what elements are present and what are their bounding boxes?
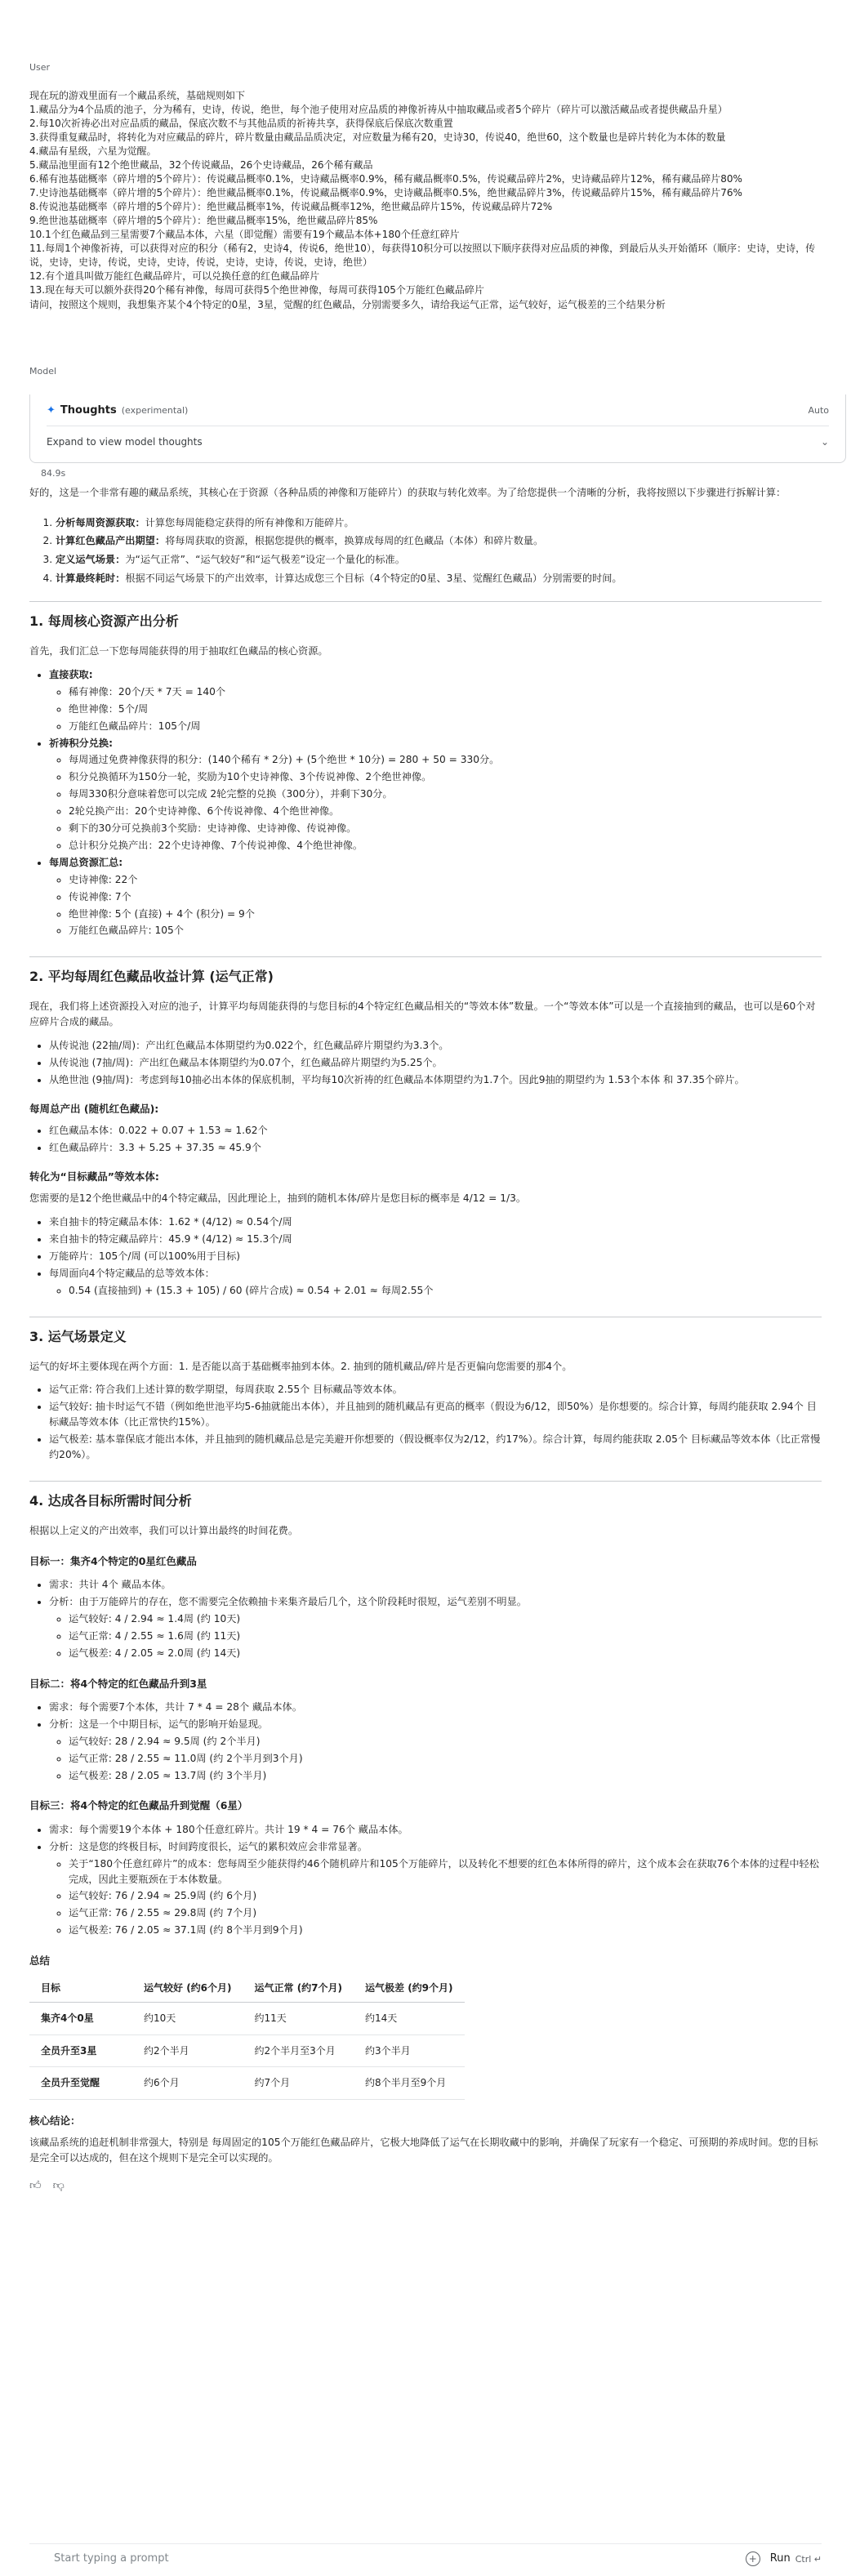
sub-list — [69, 1856, 822, 1939]
user-line: 2.每10次祈祷必出对应品质的藏品，保底次数不与其他品质的祈祷共享，获得保底后保底次数重置 — [29, 118, 453, 130]
list-item: ◦ 运气极差: 4 / 2.05 ≈ 2.0周 (约 14天) — [69, 1646, 822, 1661]
conclusion-label: 核心结论： — [29, 2114, 81, 2127]
list-item: ◦ 运气较好: 28 / 2.94 ≈ 9.5周 (约 2个半月) — [69, 1734, 822, 1749]
list-item: ◦ 万能红色藏品碎片: 105个 — [69, 923, 822, 938]
table-cell: 集齐4个0星 — [29, 2003, 132, 2035]
thoughts-title: Thoughts — [60, 403, 117, 417]
list-item: ◦ 万能红色藏品碎片：105个/周 — [69, 719, 822, 734]
list-item: • 运气极差: 基本靠保底才能出本体，并且抽到的随机藏品总是完美避开你想要的（假设概率仅为2/12，约17%）。综合计算，每周约能获取 2.05个 目标藏品等效本体（比正常慢约20%）。 — [49, 1432, 822, 1463]
sub-list — [69, 1734, 822, 1784]
step-text: 为“运气正常”、“运气较好”和“运气极差”设定一个量化的标准。 — [125, 554, 405, 566]
table-row — [29, 2003, 465, 2035]
list-item: ◦ 总计积分兑换产出：22个史诗神像、7个传说神像、4个绝世神像。 — [69, 838, 822, 853]
bullet-label: 每周总资源汇总: — [49, 856, 123, 868]
list-item — [49, 667, 822, 734]
table-cell: 全员升至觉醒 — [29, 2067, 132, 2100]
list-item: ◦ 运气正常: 28 / 2.55 ≈ 11.0周 (约 2个半月到3个月) — [69, 1751, 822, 1767]
bullet-text: 分析：由于万能碎片的存在，您不需要完全依赖抽卡来集齐最后几个，这个阶段耗时很短，运气差别不明显。 — [49, 1595, 527, 1607]
bullet-list — [49, 1822, 822, 1938]
prompt-bar — [29, 2543, 822, 2568]
user-line: 8.传说池基础概率（碎片增的5个碎片）：绝世藏品概率1%，传说藏品概率12%，绝世藏品碎片15%，传说藏品碎片72% — [29, 201, 553, 213]
bullet-label: 祈祷积分兑换: — [49, 737, 113, 749]
list-item: ◦ 剩下的30分可兑换前3个奖励：史诗神像、史诗神像、传说神像。 — [69, 821, 822, 836]
sub-heading: 转化为“目标藏品”等效本体: — [29, 1170, 159, 1183]
list-item — [49, 1717, 822, 1784]
list-item — [49, 1594, 822, 1661]
conclusion-text: 该藏品系统的追赶机制非常强大，特别是 每周固定的105个万能红色藏品碎片，它极大地降低了运气在长期收藏中的影响，并确保了玩家有一个稳定、可预期的养成时间。您的目标是完全可以达成的，但在这个规则下是完全可以实现的。 — [29, 2137, 818, 2164]
list-item — [49, 736, 822, 853]
thumbs-down-icon[interactable]: 👎︎ — [52, 2179, 65, 2193]
step-text: 计算您每周能稳定获得的所有神像和万能碎片。 — [145, 516, 354, 528]
intro-paragraph: 好的，这是一个非常有趣的藏品系统，其核心在于资源（各种品质的神像和万能碎片）的获取与转化效率。为了给您提供一个清晰的分析，我将按照以下步骤进行拆解计算： — [29, 486, 786, 498]
list-item: ◦ 运气正常: 4 / 2.55 ≈ 1.6周 (约 11天) — [69, 1629, 822, 1644]
list-item — [56, 571, 822, 586]
column-header: 运气极差 (约9个月) — [354, 1977, 465, 2003]
bullet-list — [49, 1038, 822, 1088]
goal-heading: 目标三：将4个特定的红色藏品升到觉醒（6星） — [29, 1799, 248, 1812]
bullet-list — [49, 1214, 822, 1299]
user-line: 5.藏品池里面有12个绝世藏品，32个传说藏品，26个史诗藏品，26个稀有藏品 — [29, 159, 373, 172]
list-item: • 红色藏品本体：0.022 + 0.07 + 1.53 ≈ 1.62个 — [49, 1123, 822, 1139]
list-item: • 需求：每个需要19个本体 + 180个任意红碎片。共计 19 * 4 = 76个 藏品本体。 — [49, 1822, 822, 1838]
bullet-label: 直接获取: — [49, 668, 93, 680]
list-item: • 从绝世池 (9抽/周)：考虑到每10抽必出本体的保底机制，平均每10次祈祷的红色藏品本体期望约为1.7个。因此9抽的期望约为 1.53个本体 和 37.35个碎片。 — [49, 1072, 822, 1088]
sub-list — [69, 752, 822, 853]
feedback-buttons — [29, 2177, 822, 2195]
summary-heading: 总结 — [29, 1954, 51, 1968]
sub-heading: 每周总产出 (随机红色藏品): — [29, 1102, 159, 1115]
list-item: ◦ 关于“180个任意红碎片”的成本：您每周至少能获得约46个随机碎片和105个万能碎片，以及转化不想要的红色本体所得的碎片，这个成本会在获取76个本体的过程中轻松完成，因此主要瓶颈在于本体数量。 — [69, 1856, 822, 1887]
list-item: • 需求：共计 4个 藏品本体。 — [49, 1577, 822, 1593]
sub-list — [69, 684, 822, 734]
user-line: 1.藏品分为4个品质的池子，分为稀有，史诗，传说，绝世，每个池子使用对应品质的神像祈祷从中抽取藏品或者5个碎片（碎片可以激活藏品或者提供藏品升星） — [29, 104, 728, 116]
list-item: ◦ 0.54 (直接抽到) + (15.3 + 105) / 60 (碎片合成) ≈ 0.54 + 2.01 ≈ 每周2.55个 — [69, 1283, 822, 1299]
expand-thoughts-button[interactable] — [47, 431, 829, 454]
expand-thoughts-label: Expand to view model thoughts — [47, 436, 203, 448]
user-line: 4.藏品有星级，六星为觉醒。 — [29, 145, 157, 158]
chevron-down-icon: ⌄ — [820, 436, 829, 448]
user-message — [29, 89, 822, 312]
list-item: ◦ 积分兑换循环为150分一轮，奖励为10个史诗神像、3个传说神像、2个绝世神像。 — [69, 769, 822, 785]
user-line: 12.有个道具叫做万能红色藏品碎片，可以兑换任意的红色藏品碎片 — [29, 270, 320, 283]
sub-list — [69, 872, 822, 939]
section-heading: 3. 运气场景定义 — [29, 1317, 822, 1348]
table-row — [29, 2067, 465, 2100]
prompt-input[interactable]: Start typing a prompt — [54, 2552, 169, 2565]
thoughts-mode[interactable]: Auto — [808, 405, 829, 417]
user-line: 11.每周1个神像祈祷，可以获得对应的积分（稀有2，史诗4，传说6，绝世10），每获得10积分可以按照以下顺序获得对应品质的神像，到最后从头开始循环（顺序：史诗，史诗，传说，史诗，史诗，传说，史诗，史诗，传说，史诗，史诗，传说，史诗，绝世） — [29, 243, 816, 269]
list-item — [49, 855, 822, 939]
goal-heading: 目标一：集齐4个特定的0星红色藏品 — [29, 1554, 197, 1567]
paragraph: 根据以上定义的产出效率，我们可以计算出最终的时间花费。 — [29, 1524, 299, 1536]
sparkle-icon: ✦ — [47, 403, 56, 417]
bullet-list — [49, 1123, 822, 1156]
step-text: 根据不同运气场景下的产出效率，计算达成您三个目标（4个特定的0星、3星、觉醒红色藏品）分别需要的时间。 — [125, 573, 622, 585]
prompt-actions — [746, 2551, 822, 2567]
user-line: 10.1个红色藏品到三星需要7个藏品本体，六星（即觉醒）需要有19个藏品本体+180个任意红碎片 — [29, 229, 460, 241]
list-item: ◦ 传说神像: 7个 — [69, 889, 822, 905]
step-bold: 分析每周资源获取： — [56, 516, 145, 528]
paragraph: 首先，我们汇总一下您每周能获得的用于抽取红色藏品的核心资源。 — [29, 644, 328, 657]
user-line: 3.获得重复藏品时，将转化为对应藏品的碎片，碎片数量由藏品品质决定，对应数量为稀有20，史诗30，传说40，绝世60，这个数量也是碎片转化为本体的数量 — [29, 131, 726, 144]
list-item: • 红色藏品碎片：3.3 + 5.25 + 37.35 ≈ 45.9个 — [49, 1140, 822, 1156]
thoughts-panel — [29, 394, 846, 463]
table-cell: 约3个半月 — [354, 2035, 465, 2067]
step-bold: 计算红色藏品产出期望： — [56, 535, 166, 547]
user-line: 请问，按照这个规则，我想集齐某个4个特定的0星，3星，觉醒的红色藏品，分别需要多久，请给我运气正常，运气较好，运气极差的三个结果分析 — [29, 298, 666, 310]
list-item: ◦ 绝世神像: 5个 (直接) + 4个 (积分) = 9个 — [69, 907, 822, 922]
list-item: • 来自抽卡的特定藏品本体：1.62 * (4/12) ≈ 0.54个/周 — [49, 1214, 822, 1230]
list-item — [56, 515, 822, 531]
summary-table — [29, 1977, 465, 2100]
table-cell: 全员升至3星 — [29, 2035, 132, 2067]
add-icon[interactable]: + — [746, 2551, 760, 2566]
list-item: • 需求：每个需要7个本体，共计 7 * 4 = 28个 藏品本体。 — [49, 1700, 822, 1715]
bullet-list — [49, 1700, 822, 1784]
list-item: ◦ 史诗神像: 22个 — [69, 872, 822, 888]
list-item: ◦ 运气较好: 76 / 2.94 ≈ 25.9周 (约 6个月) — [69, 1888, 822, 1904]
thinking-time: 84.9s — [41, 467, 66, 479]
column-header: 运气正常 (约7个月) — [243, 1977, 354, 2003]
paragraph: 您需要的是12个绝世藏品中的4个特定藏品，因此理论上，抽到的随机本体/碎片是您目标的概率是 4/12 = 1/3。 — [29, 1192, 527, 1205]
list-item — [49, 1839, 822, 1938]
list-item: ◦ 稀有神像：20个/天 * 7天 = 140个 — [69, 684, 822, 700]
table-row — [29, 2035, 465, 2067]
user-line: 现在玩的游戏里面有一个藏品系统，基础规则如下 — [29, 90, 246, 102]
thoughts-header — [47, 399, 829, 422]
user-line: 6.稀有池基础概率（碎片增的5个碎片）：传说藏品概率0.1%，史诗藏品概率0.9%，稀有藏品概率0.5%，传说藏品碎片2%，史诗藏品碎片12%，稀有藏品碎片80% — [29, 173, 742, 185]
user-line: 9.绝世池基础概率（碎片增的5个碎片）：绝世藏品概率15%，绝世藏品碎片85% — [29, 215, 378, 227]
list-item: ◦ 2轮兑换产出：20个史诗神像、6个传说神像、4个绝世神像。 — [69, 804, 822, 819]
thumbs-up-icon[interactable]: 👍︎ — [29, 2179, 42, 2193]
sub-list — [69, 1283, 822, 1299]
step-text: 将每周获取的资源，根据您提供的概率，换算成每周的红色藏品（本体）和碎片数量。 — [165, 535, 544, 547]
list-item — [56, 533, 822, 549]
section-heading: 4. 达成各目标所需时间分析 — [29, 1481, 822, 1512]
section-heading: 2. 平均每周红色藏品收益计算 (运气正常) — [29, 956, 822, 987]
paragraph: 运气的好坏主要体现在两个方面：1. 是否能以高于基础概率抽到本体。2. 抽到的随机藏品/碎片是否更偏向您需要的那4个。 — [29, 1360, 573, 1372]
table-cell: 约7个月 — [243, 2067, 354, 2100]
steps-list — [56, 515, 822, 587]
list-item: • 来自抽卡的特定藏品碎片：45.9 * (4/12) ≈ 15.3个/周 — [49, 1232, 822, 1247]
experimental-tag: (experimental) — [121, 405, 189, 417]
sub-list — [69, 1611, 822, 1661]
user-role-label: User — [29, 62, 51, 73]
user-line: 13.现在每天可以额外获得20个稀有神像，每周可获得5个绝世神像，每周可获得105个万能红色藏品碎片 — [29, 284, 484, 296]
list-item: • 从传说池 (7抽/周)：产出红色藏品本体期望约为0.07个，红色藏品碎片期望约为5.25个。 — [49, 1055, 822, 1071]
list-item: • 万能碎片：105个/周 (可以100%用于目标) — [49, 1249, 822, 1264]
list-item: ◦ 绝世神像：5个/周 — [69, 702, 822, 717]
list-item: • 运气较好: 抽卡时运气不错（例如绝世池平均5-6抽就能出本体），并且抽到的随机藏品有更高的概率（假设为6/12，即50%）是你想要的。综合计算，每周约能获取 2.94个 目标藏品等效本体（比正常快约15%）。 — [49, 1399, 822, 1430]
section-heading: 1. 每周核心资源产出分析 — [29, 601, 822, 632]
bullet-list — [49, 1382, 822, 1463]
step-bold: 定义运气场景： — [56, 554, 126, 566]
step-bold: 计算最终耗时： — [56, 573, 126, 585]
list-item — [56, 552, 822, 568]
list-item: ◦ 运气正常: 76 / 2.55 ≈ 29.8周 (约 7个月) — [69, 1905, 822, 1921]
table-header-row — [29, 1977, 465, 2003]
thoughts-title-group — [47, 403, 188, 419]
column-header: 目标 — [29, 1977, 132, 2003]
paragraph: 现在，我们将上述资源投入对应的池子，计算平均每周能获得的与您目标的4个特定红色藏品相关的“等效本体”数量。一个“等效本体”可以是一个直接抽到的藏品，也可以是60个对应碎片合成的藏品。 — [29, 1001, 816, 1028]
list-item: • 运气正常: 符合我们上述计算的数学期望，每周获取 2.55个 目标藏品等效本体。 — [49, 1382, 822, 1397]
bullet-list — [49, 1577, 822, 1661]
bullet-list — [49, 667, 822, 939]
list-item — [49, 1266, 822, 1299]
goal-heading: 目标二：将4个特定的红色藏品升到3星 — [29, 1677, 207, 1690]
bullet-text: 分析：这是一个中期目标，运气的影响开始显现。 — [49, 1718, 269, 1730]
run-shortcut: Ctrl ↵ — [795, 2553, 822, 2565]
bullet-text: 分析：这是您的终极目标，时间跨度很长，运气的累积效应会非常显著。 — [49, 1840, 368, 1852]
column-header: 运气较好 (约6个月) — [132, 1977, 243, 2003]
list-item: ◦ 运气极差: 28 / 2.05 ≈ 13.7周 (约 3个半月) — [69, 1768, 822, 1784]
list-item: ◦ 每周330积分意味着您可以完成 2轮完整的兑换（300分），并剩下30分。 — [69, 787, 822, 802]
table-cell: 约6个月 — [132, 2067, 243, 2100]
table-cell: 约14天 — [354, 2003, 465, 2035]
list-item: • 从传说池 (22抽/周)：产出红色藏品本体期望约为0.022个，红色藏品碎片期望约为3.3个。 — [49, 1038, 822, 1054]
model-answer — [29, 485, 822, 2195]
bullet-text: 每周面向4个特定藏品的总等效本体： — [49, 1267, 215, 1279]
model-role-label: Model — [29, 365, 57, 377]
table-cell: 约8个半月至9个月 — [354, 2067, 465, 2100]
list-item: ◦ 运气极差: 76 / 2.05 ≈ 37.1周 (约 8个半月到9个月) — [69, 1923, 822, 1938]
table-cell: 约2个半月 — [132, 2035, 243, 2067]
table-cell: 约10天 — [132, 2003, 243, 2035]
user-line: 7.史诗池基础概率（碎片增的5个碎片）：绝世藏品概率0.1%，传说藏品概率0.9%，史诗藏品概率0.5%，绝世藏品碎片3%，传说藏品碎片15%，稀有藏品碎片76% — [29, 187, 742, 199]
table-cell: 约2个半月至3个月 — [243, 2035, 354, 2067]
list-item: ◦ 运气较好: 4 / 2.94 ≈ 1.4周 (约 10天) — [69, 1611, 822, 1627]
list-item: ◦ 每周通过免费神像获得的积分：(140个稀有 * 2分) + (5个绝世 * 10分) = 280 + 50 = 330分。 — [69, 752, 822, 768]
table-cell: 约11天 — [243, 2003, 354, 2035]
run-button[interactable] — [770, 2551, 822, 2567]
run-label: Run — [769, 2552, 791, 2565]
